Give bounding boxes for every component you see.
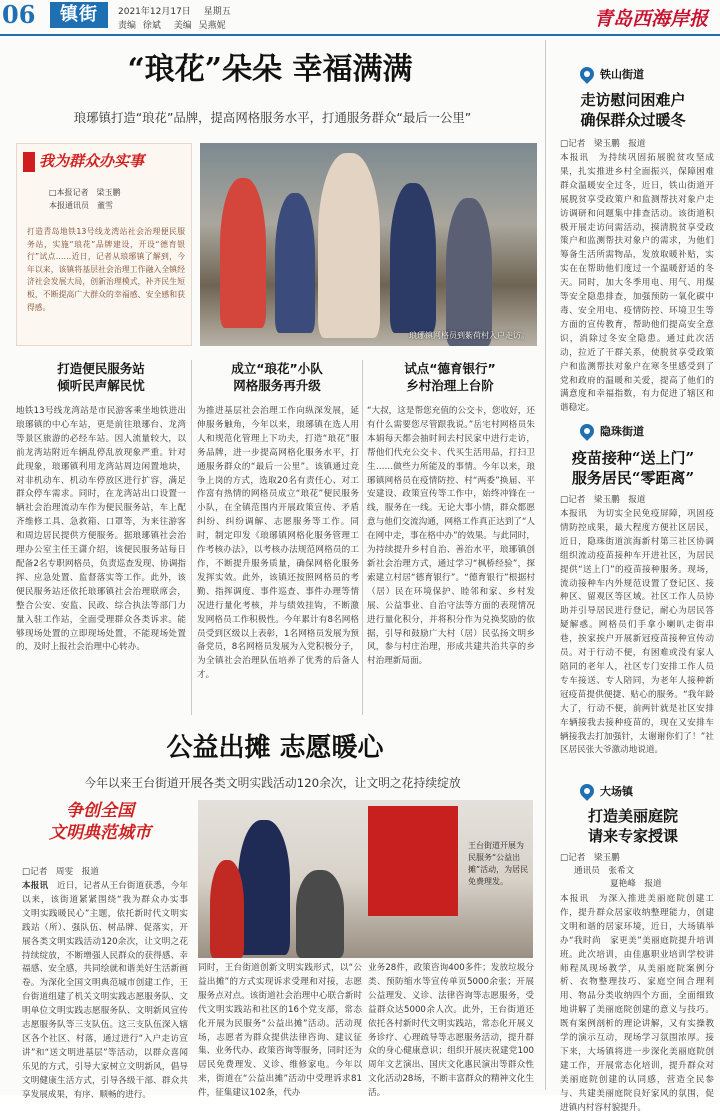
location-pin-icon [577, 421, 597, 441]
column-divider [191, 360, 192, 715]
sidebar-intern: 本报通讯员 董雪 [49, 201, 113, 210]
story1-photo-caption: 琅琊镇网格员到紫荷村入户走访。 [409, 331, 529, 340]
issue-date-line [118, 4, 231, 17]
party-flag [368, 806, 458, 916]
story2-photo [198, 800, 533, 958]
editor-line: 责编 徐斌 美编 吴燕妮 [118, 21, 226, 31]
sidebar-banner: 我为群众办实事 [39, 152, 145, 170]
story2-text-mid: 同时，王台街道创新文明实践形式，以“公益出摊”的方式实现诉求受理和对接，志愿服务点对点。该街道社会治理中心联合新时代文明实践站和社区的16个党支部，常态化开展为民服务“公益出摊”活动。活动现场，志愿者为群众提供法律咨询、建议征集、业务代办、政策咨询等服务，同时还为居民免费理发、义诊、维修家电。今年以来，街道在“公益出摊”活动中受理诉求81件，征集建议102条，代办 [198, 963, 362, 1099]
s3-title: 打造美丽庭院 请来专家授课 [587, 807, 678, 845]
weekday: 星期五 [203, 7, 231, 17]
location-pin-icon [577, 781, 597, 801]
s2-byline: □记者 梁玉鹏 报道 [560, 495, 646, 505]
col3-text: “大叔，这是帮您充值的公交卡，您收好，还有什么需要您尽管跟我说。”岳宅村网格员朱本娟每天都会抽时间去村民家中进行走访，帮他们代充公交卡、代买生活用品，打扫卫生……做些力所能及的事情。今年以来，琅琊镇网格员在疫情防控、村“两委”换届、平安建设、政策宣传等工作中，始终冲锋在一线，服务在一线。无论大事小情，群众都愿意与他们交流沟通，网格工作真正达到了“人在网中走，事在格中办”的效果。与此同时，为持续提升乡村自治、善治水平，琅琊镇创新社会治理方式，通过学习“枫桥经验”，探索建立村居“德育银行”。“德育银行”根据村（居）民在环境保护、睦邻和家、乡村发展、公益事业、自治守法等方面的表现情况进行量化积分，并将积分作为兑换奖励的依据，引导和鼓励广大村（居）民弘扬文明乡风，参与村庄治理，形成共建共治共享的乡村治理新局面。 [367, 406, 535, 667]
col2-heading: 成立“琅花”小队 网格服务再升级 [231, 361, 323, 393]
s3-byline3: 夏艳峰 报道 [610, 879, 662, 889]
s3-byline: □记者 梁玉鹏 [560, 853, 620, 863]
s3-byline2: 通讯员 张希文 [574, 866, 635, 876]
s1-byline: □记者 梁玉鹏 报道 [560, 139, 646, 149]
s1-title: 走访慰问困难户 确保群众过暖冬 [580, 91, 686, 129]
photo-person [238, 820, 290, 955]
column-name: 镇街 [50, 2, 108, 28]
s2-location: 隐珠街道 [580, 420, 644, 444]
sidebar-lead: 打造青岛地铁13号线龙湾站社会治理便民服务站，实施“琅花”品牌建设，开设“德育银行”试点……近日，记者从琅琊镇了解到，今年以来，该镇将基层社会治理工作融入全镇经济社会发展大局，创新治理模式，补齐民生短板，不断提高广大群众的幸福感、安全感和获得感。 [27, 227, 185, 312]
location-pin-icon [577, 64, 597, 84]
photo-person [220, 178, 266, 328]
story2-subtitle: 今年以来王台街道开展各类文明实践活动120余次，让文明之花持续绽放 [84, 776, 461, 790]
story1-title: “琅花”朵朵 幸福满满 [127, 52, 413, 87]
story1-subtitle: 琅琊镇打造“琅花”品牌，提高网格服务水平，打通服务群众“最后一公里” [73, 110, 472, 125]
col1-heading: 打造便民服务站 倾听民声解民忧 [57, 361, 145, 393]
column-divider [362, 360, 363, 715]
banner-flag-icon [23, 152, 35, 172]
banner-line1: 争创全国 [66, 801, 134, 821]
photo-person [390, 183, 436, 333]
s2-title: 疫苗接种“送上门” 服务居民“零距离” [571, 449, 695, 487]
col3-heading: 试点“德育银行” 乡村治理上台阶 [404, 361, 496, 393]
col2-text: 为推进基层社会治理工作向纵深发展，延伸服务触角，今年以来，琅琊镇在选人用人和规范化管理上下功夫，打造“琅花”服务品牌，进一步提高网格化服务水平，打通服务群众的“最后一公里”。该镇通过竞争上岗的方式，选取20名有责任心、对工作富有热情的网格员成立“琅花”便民服务小队，在全镇范围内开展政策宣传、矛盾纠纷、纠纷调解、志愿服务等工作。同时，制定印发《琅琊镇网格化服务管理工作考核办法》，以考核办法规范网格员的工作，不断提升服务质量，确保网格化服务发挥实效。此外，该镇还按照网格员的考勤、指挥调度、事件巡查、事件办理等情况进行量化考核，并与绩效挂钩，不断激发网格员工作积极性。今年累计有8名网格员受到区级以上表彰，1名网格员发展为预备党员，8名网格员发展为入党积极分子，为全镇社会治理队伍培养了优秀的后备人才。 [197, 406, 359, 681]
photo-person [318, 153, 380, 338]
photo-person [446, 198, 492, 346]
s2-text: 本报讯 为切实全民免疫屏障，巩固疫情防控成果，最大程度方便社区居民，近日，隐珠街道滨海新村第三社区协调组织流动疫苗接种车开进社区，为居民提供“送上门”的疫苗接种服务。现场，流动接种车内外规范设置了登记区、接种区、留观区等区域。社区工作人员协助并引导居民进行登记，耐心为居民答疑解惑。网格员们手拿小喇叭走街串巷，挨家挨户开展新冠疫苗接种宣传动员。对于行动不便，有困难或没有家人陪同的老年人，社区专门安排工作人员专车接送、专人陪同，为老年人接种新冠疫苗提供便捷、贴心的服务。“我年龄大了，行动不便，前两针就是社区安排车辆接我去接种疫苗的，现在又安排车辆接我去打加强针，太谢谢你们了！”社区居民张大爷激动地说道。 [560, 509, 714, 756]
page-number: 06 [2, 0, 36, 29]
editor: 徐斌 [142, 21, 161, 31]
s1-location: 铁山街道 [580, 63, 644, 87]
right-column-divider [545, 40, 546, 1090]
header-rule [0, 34, 720, 36]
story2-title: 公益出摊 志愿暖心 [166, 733, 384, 763]
designer: 吴燕妮 [198, 21, 226, 31]
photo-person [275, 193, 315, 333]
story2-text-left: 本报讯 近日，记者从王台街道获悉，今年以来，该街道紧紧围绕“我为群众办实事 文明实践暖民心”主题，依托新时代文明实践站（所）、强队伍、树品牌、促落实，开展各类文明实践活动120余次，让文明之花持续绽放，不断增强人民群众的获得感、幸福感、安全感，共同绘就和谐美好生活新画卷。为深化全国文明典范城市创建工作，王台街道组建了机关文明实践志愿服务队、文明单位文明实践志愿服务队、文明新风宣传志愿服务队等三支队伍。这三支队伍深入辖区各个社区、村落，通过进行“入户走访宣讲”和“送文明进基层”等活动，以群众喜闻乐见的方式，引导大家树立文明新风，倡导文明健康生活方式，引导各级干部、群众共享发展成果，有序、顺畅的进行。 [22, 881, 197, 1100]
issue-date: 2021年12月17日 [118, 7, 191, 17]
story2-photo-caption: 王台街道开展为民服务“公益出摊”活动，为居民免费理发。 [468, 841, 529, 886]
s3-location: 大场镇 [580, 780, 633, 804]
s3-text: 本报讯 为深入推进美丽庭院创建工作，提升群众居家收纳整理能力，创建文明和谐的居家环境，近日，大场镇举办“我时尚 家更美”美丽庭院提升培训班。此次培训，由佳惠职业培训学校讲师程凤现场教学，从美丽庭院案例分析、衣物整理技巧、家庭空间合理利用、物品分类收纳四个方面，全面细致地讲解了美丽庭院创建的意义与技巧。既有案例剖析的理论讲解，又有实操教学的演示互动，现场学习氛围浓厚。接下来，大场镇将进一步深化美丽庭院创建工作，开展常态化培训，提升群众对美丽庭院创建的认同感，营造全民参与、共建美丽庭院良好家风的氛围，促进镇内村容村貌提升。 [560, 894, 714, 1113]
banner-line2: 文明典范城市 [49, 823, 151, 843]
story2-reporter: □记者 周雯 报道 [22, 867, 99, 877]
s1-text: 本报讯 为持续巩固拓展脱贫攻坚成果，扎实推进乡村全面振兴，保障困难群众温暖安全过冬，近日，铁山街道开展脱贫享受政策户和监测帮扶对象户走访调研和问题集中排查活动。该街道积极开展走访问需活动，摸清脱贫享受政策户和监测帮扶对象户的需求，为他们筹备生活所需物品，发放取暖补贴，实实在在帮助他们度过一个温暖舒适的冬天。同时，加大冬季用电、用气、用煤等安全隐患排查，加强预防一氧化碳中毒、安全用电、疫情防控、环境卫生等方面的宣传教育，帮助他们提高安全意识，消除过冬安全隐患。通过此次活动，拉近了干群关系，使脱贫享受政策户和监测帮扶对象户在寒冬里感受到了党和政府的温暖和关爱，提高了他们的满意度和幸福指数，有力促进了辖区和谐稳定。 [560, 153, 714, 414]
story1-photo [200, 143, 537, 346]
story1-intro-box [16, 143, 192, 346]
story2-banner [20, 800, 180, 860]
sidebar-reporter: □本报记者 梁玉鹏 [49, 188, 121, 197]
photo-person [296, 870, 344, 958]
col1-text: 地铁13号线龙湾站是市民游客乘坐地铁进出琅琊镇的中心车站，更是前往琅琊台、龙湾等景区旅游的必经车站。因人流量较大，以前龙湾站附近车辆乱停乱放现象严重。针对此现象，琅琊镇利用龙湾站周边闲置地块，对非机动车、机动车停放区进行扩容，满足群众停车需求。同时，在龙湾站出口设置一辆社会治理流动车作为便民服务站，车上配齐维修工具、急救箱、口罩等，为来往游客和周边居民提供方便服务。据琅琊镇社会治理办公室主任王潇介绍，该便民服务站每日配备2名专职网格员，负责巡查发现、协调指挥、应急处置、监督落实等工作。此外，该便民服务站还依托琅琊镇社会治理联席会，整合公安、安监、民政、综合执法等部门力量入驻工作站，全面受理群众各类诉求。能够现场处置的立即现场处置，不能现场处置的，及时上报社会治理中心转办。 [16, 406, 186, 653]
story2-text-right: 业务28件，政策咨询400多件；发放垃圾分类、预防缩水等宣传单页5000余张；开展公益理发、义诊、法律咨询等志愿服务，受益群众达5000余人次。此外，王台街道还依托各村新时代文明实践站，常态化开展义务诊疗、心理疏导等志愿服务活动，提升群众的身心健康意识；组织开展庆祝建党100周年文艺演出、国庆文化惠民演出等群众性文化活动28场，不断丰富群众的精神文化生活。 [368, 963, 534, 1099]
photo-person [210, 860, 244, 958]
paper-name: 青岛西海岸报 [594, 8, 709, 30]
